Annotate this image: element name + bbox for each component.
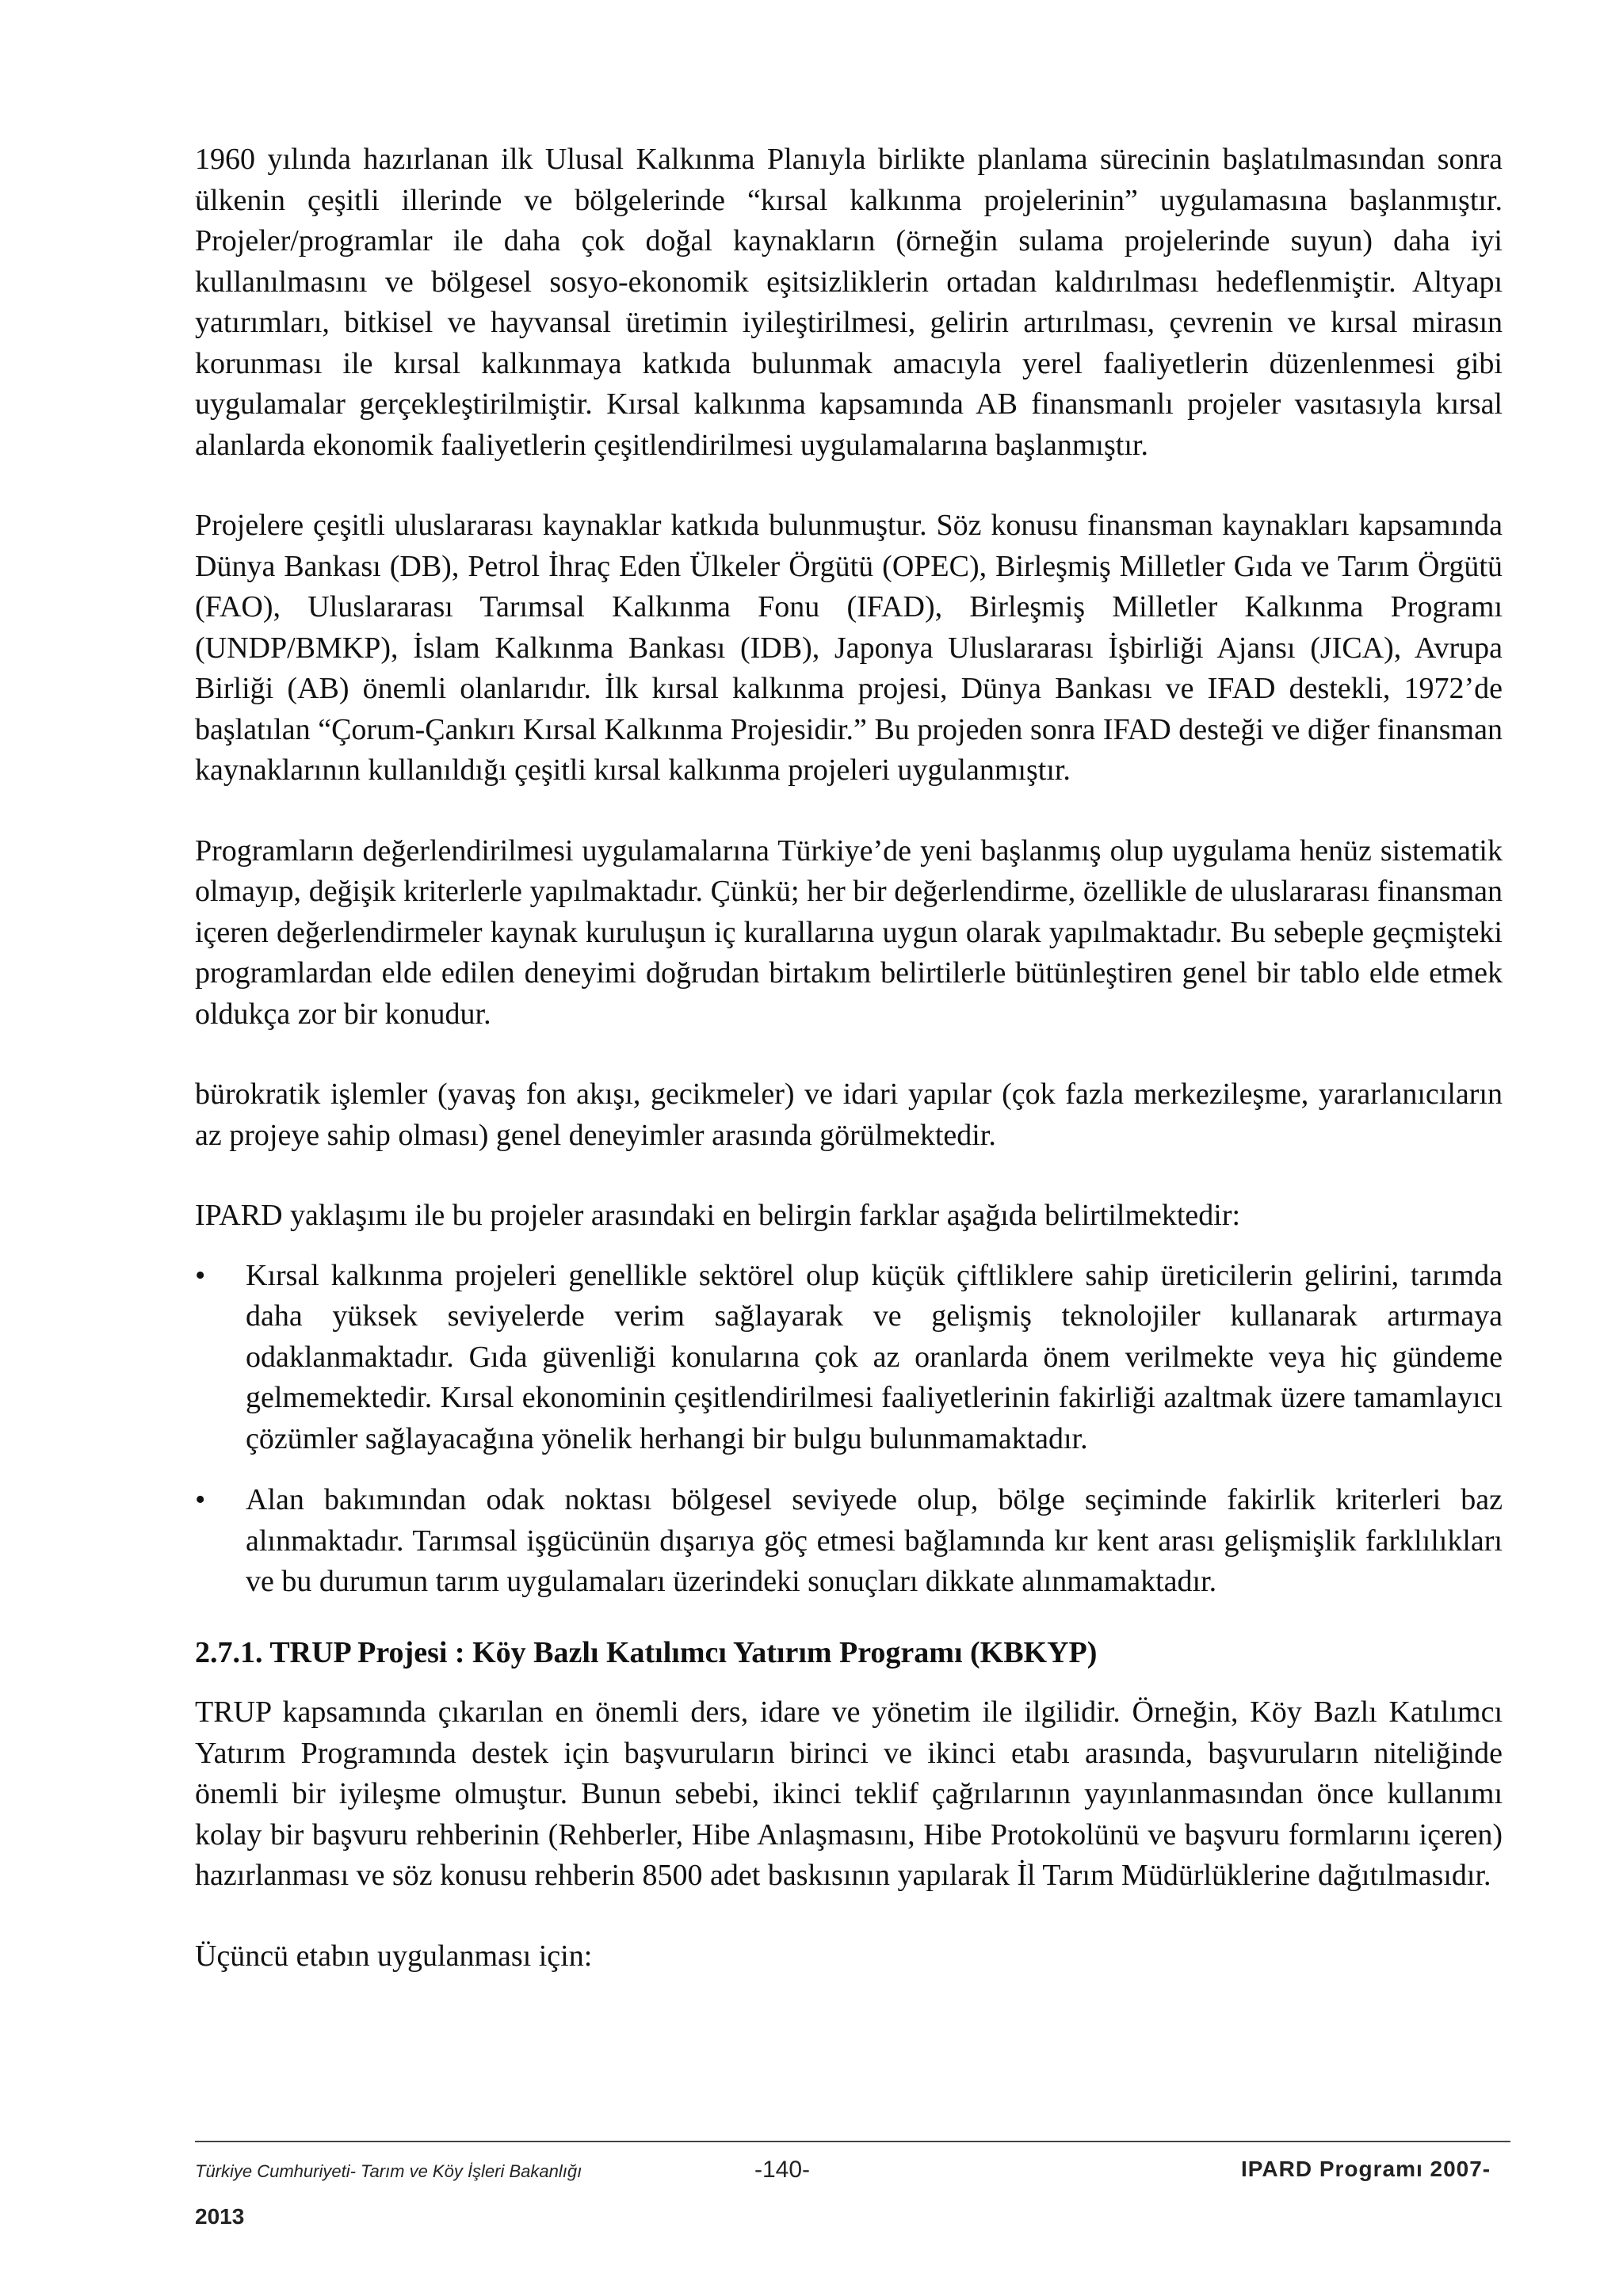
paragraph-ipard-differences-intro: IPARD yaklaşımı ile bu projeler arasındaki en belirgin farklar aşağıda belirtilmektedir:	[195, 1199, 1241, 1232]
paragraph-rural-development-history: 1960 yılında hazırlanan ilk Ulusal Kalkınma Planıyla birlikte planlama sürecinin başlatılmasından sonra ülkenin çeşitli illerinde ve bölgelerinde “kırsal kalkınma projelerinin” uygulamasına başlanmıştır. Projeler/programlar ile daha çok doğal kaynakların (örneğin sulama projelerinde suyun) daha iyi kullanılmasını ve bölgesel sosyo-ekonomik eşitsizliklerin ortadan kaldırılması hedeflenmiştir. Altyapı yatırımları, bitkisel ve hayvansal üretimin iyileştirilmesi, gelirin artırılması, çevrenin ve kırsal mirasın korunması ile kırsal kalkınmaya katkıda bulunmak amacıyla yerel faaliyetlerin düzenlenmesi gibi uygulamalar gerçekleştirilmiştir. Kırsal kalkınma kapsamında AB finansmanlı projeler vasıtasıyla kırsal alanlarda ekonomik faaliyetlerin çeşitlendirilmesi uygulamalarına başlanmıştır.	[195, 143, 1503, 462]
list-item	[195, 1480, 1503, 1603]
list-item-text: Kırsal kalkınma projeleri genellikle sektörel olup küçük çiftliklere sahip üreticilerin gelirini, tarımda daha yüksek seviyelerde verim sağlayarak ve gelişmiş teknolojiler kullanarak artırmaya odaklanmaktadır. Gıda güvenliği konularına çok az oranlarda önem verilmekte veya hiç gündeme gelmemektedir. Kırsal ekonominin çeşitlendirilmesi faaliyetlerinin fakirliği azaltmak üzere tamamlayıcı çözümler sağlayacağına yönelik herhangi bir bulgu bulunmamaktadır.	[246, 1258, 1503, 1455]
differences-list	[195, 1256, 1503, 1603]
document-body	[195, 139, 1503, 2016]
list-item	[195, 1256, 1503, 1460]
footer-ministry: Türkiye Cumhuriyeti- Tarım ve Köy İşleri Bakanlığı	[195, 2161, 582, 2181]
section-heading-trup: 2.7.1. TRUP Projesi : Köy Bazlı Katılımcı Yatırım Programı (KBKYP)	[195, 1635, 1098, 1669]
bullet-icon: •	[195, 1483, 206, 1516]
paragraph-trup-lessons: TRUP kapsamında çıkarılan en önemli ders, idare ve yönetim ile ilgilidir. Örneğin, Köy Bazlı Katılımcı Yatırım Programında destek için başvuruların birinci ve ikinci etabı arasında, başvuruların niteliğinde önemli bir iyileşme olmuştur. Bunun sebebi, ikinci teklif çağrılarının yayınlanmasından önce kullanımı kolay bir başvuru rehberinin (Rehberler, Hibe Anlaşmasını, Hibe Protokolünü ve başvuru formlarını içeren) hazırlanması ve söz konusu rehberin 8500 adet baskısının yapılarak İl Tarım Müdürlüklerine dağıtılmasıdır.	[195, 1695, 1503, 1892]
list-item-text: Alan bakımından odak noktası bölgesel seviyede olup, bölge seçiminde fakirlik kriterleri baz alınmaktadır. Tarımsal işgücünün dışarıya göç etmesi bağlamında kır kent arası gelişmişlik farklılıkları ve bu durumun tarım uygulamaları üzerindeki sonuçları dikkate alınmamaktadır.	[246, 1483, 1503, 1598]
paragraph-bureaucratic-issues: bürokratik işlemler (yavaş fon akışı, gecikmeler) ve idari yapılar (çok fazla merkezileşme, yararlanıcıların az projeye sahip olması) genel deneyimler arasında görülmektedir.	[195, 1077, 1503, 1152]
footer-program-year: 2013	[195, 2204, 245, 2229]
paragraph-international-funding: Projelere çeşitli uluslararası kaynaklar katkıda bulunmuştur. Söz konusu finansman kaynakları kapsamında Dünya Bankası (DB), Petrol İhraç Eden Ülkeler Örgütü (OPEC), Birleşmiş Milletler Gıda ve Tarım Örgütü (FAO), Uluslararası Tarımsal Kalkınma Fonu (IFAD), Birleşmiş Milletler Kalkınma Programı (UNDP/BMKP), İslam Kalkınma Bankası (IDB), Japonya Uluslararası İşbirliği Ajansı (JICA), Avrupa Birliği (AB) önemli olanlarıdır. İlk kırsal kalkınma projesi, Dünya Bankası ve IFAD destekli, 1972’de başlatılan “Çorum-Çankırı Kırsal Kalkınma Projesidir.” Bu projeden sonra IFAD desteği ve diğer finansman kaynaklarının kullanıldığı çeşitli kırsal kalkınma projeleri uygulanmıştır.	[195, 509, 1503, 787]
paragraph-third-stage: Üçüncü etabın uygulanması için:	[195, 1939, 593, 1973]
bullet-icon: •	[195, 1258, 206, 1292]
footer-divider	[195, 2141, 1510, 2142]
paragraph-program-evaluation: Programların değerlendirilmesi uygulamalarına Türkiye’de yeni başlanmış olup uygulama henüz sistematik olmayıp, değişik kriterlerle yapılmaktadır. Çünkü; her bir değerlendirme, özellikle de uluslararası finansman içeren değerlendirmeler kaynak kuruluşun iç kurallarına uygun olarak yapılmaktadır. Bu sebeple geçmişteki programlardan elde edilen deneyimi doğrudan birtakım belirtilerle bütünleştiren genel bir tablo elde etmek oldukça zor bir konudur.	[195, 833, 1503, 1031]
footer-program-title: IPARD Programı 2007-	[1241, 2157, 1491, 2181]
page-number: -140-	[754, 2157, 811, 2183]
